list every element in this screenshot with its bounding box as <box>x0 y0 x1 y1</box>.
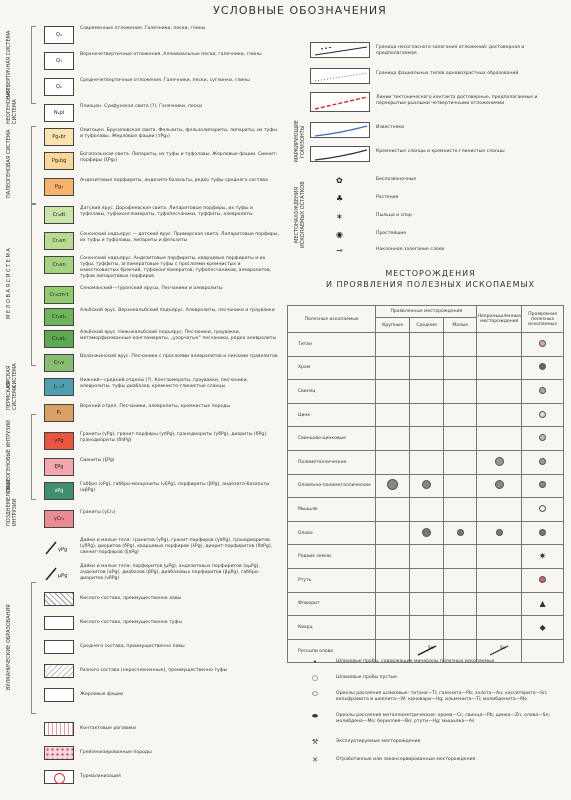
legend-text: Турмалинизация <box>80 774 121 779</box>
sample-empty-icon: ○ <box>311 674 319 682</box>
legend-text: Среднего состава, преимущественно лавы <box>80 644 185 649</box>
legend-swatch: γPg <box>44 432 74 450</box>
legend-item <box>310 42 570 58</box>
tourmaline-swatch <box>44 770 74 784</box>
table-row <box>288 498 564 522</box>
group-jurassic: ЮРСКАЯ СИСТЕМА <box>6 363 18 388</box>
legend-item <box>44 616 280 634</box>
occurrence-symbol <box>539 387 546 394</box>
legend-text: Альбский ярус. Верхнеальбский подъярус. Алевролиты, песчаники и граувакки <box>80 308 275 313</box>
legend-item <box>44 564 280 586</box>
legend-swatch: Cr₂cm-t <box>44 286 74 304</box>
group-neogene: НЕОГЕНОВАЯ СИСТЕМА <box>6 88 18 124</box>
group-bracket <box>31 26 36 104</box>
mineral-name: Олово <box>288 521 376 545</box>
legend-text: Сенонский надъярус — датский ярус. Приморская свита. Липаритовые порфиры, их туфы и туфолавы, липариты и фельзиты <box>80 232 279 243</box>
legend-text: Шлиховые пробы, содержащие минералы полезных ископаемых <box>336 659 495 664</box>
legend-item <box>300 690 565 710</box>
dyke-symbol <box>44 564 74 584</box>
legend-text: Верхнечетвертичные отложения. Аллювиальные пески, галечники, глины <box>80 52 262 57</box>
legend-item <box>310 146 570 162</box>
legend-text: Валанжинский ярус. Песчаники с прослоями алевролитов и линзами гравелитов <box>80 354 278 359</box>
legend-text: Альбский ярус. Нижнеальбский подъярус. Песчаники, граувакки, метаморфизованные конгломераты, „узорчатые“ песчаники, редко алевролиты <box>80 330 277 341</box>
legend-text: Андезитовые порфириты, андезито-базальты, редко туфы среднего состава <box>80 178 268 183</box>
legend-text: Разного состава (нерасчлененные), преимущественно туфы <box>80 668 228 673</box>
header-small: Малые <box>444 318 477 333</box>
deposit-medium-symbol <box>422 528 431 537</box>
deposit-medium-symbol <box>422 480 431 489</box>
legend-text: Кремнистые сланцы и кремнисто-глинистые сланцы <box>376 149 505 154</box>
legend-item <box>44 592 280 610</box>
volcanic-swatch <box>44 616 74 630</box>
fluorite-icon: ▲ <box>539 599 546 609</box>
header-nonindustrial: Непромышленные месторождения <box>477 306 522 333</box>
occurrence-symbol <box>539 505 546 512</box>
legend-item <box>44 26 280 44</box>
legend-text: Наклонное залегание слоев <box>376 247 445 252</box>
legend-item <box>310 92 570 112</box>
halo-schlich-icon: ⬭ <box>312 690 318 698</box>
legend-item <box>44 746 280 764</box>
legend-text: Известняки <box>376 125 405 130</box>
page-title: УСЛОВНЫЕ ОБОЗНАЧЕНИЯ <box>213 4 387 17</box>
legend-swatch: Cr₁v <box>44 354 74 372</box>
header-occurrences: Проявления полезных ископаемых <box>522 306 564 333</box>
volcanic-swatch <box>44 688 74 702</box>
legend-item <box>44 330 280 348</box>
legend-text: Контактовые роговики <box>80 726 136 731</box>
legend-item <box>44 482 280 500</box>
legend-text: Современные отложения. Галечники, пески, глины <box>80 26 206 31</box>
legend-item <box>44 78 280 96</box>
group-permian: ПЕРМСКАЯ СИСТЕМА <box>6 381 18 410</box>
legend-swatch: Cr₂sn <box>44 256 74 274</box>
legend-swatch: Cr₁al₁ <box>44 330 74 348</box>
mineral-name: Полиметаллические <box>288 450 376 474</box>
mineral-name: Россыпи олова <box>288 639 376 663</box>
mineral-name: Хром <box>288 356 376 380</box>
quartz-icon: ◆ <box>539 622 546 632</box>
occurrence-symbol <box>539 576 546 583</box>
legend-item <box>44 688 280 706</box>
legend-swatch: γCr₂ <box>44 510 74 528</box>
legend-text: Простейшие <box>376 231 407 236</box>
greisen-swatch <box>44 746 74 760</box>
group-bracket <box>31 414 36 500</box>
table-row <box>288 545 564 569</box>
table-row <box>288 356 564 380</box>
deposits-title-line: И ПРОЯВЛЕНИЯ ПОЛЕЗНЫХ ИСКОПАЕМЫХ <box>325 280 536 289</box>
legend-text: Богопольская свита. Липариты, их туфы и туфолавы. Жерловые фации. Сиенит-порфиры (ξPg₁) <box>80 152 278 163</box>
dip-icon: ⊸ <box>336 246 343 255</box>
mine-active-icon: ⚒ <box>311 738 319 746</box>
legend-swatch: νPg <box>44 482 74 500</box>
mineral-name: Мышьяк <box>288 498 376 522</box>
legend-item <box>300 674 565 686</box>
group-horizons: МАРКИРУЮЩИЕ ГОРИЗОНТЫ <box>294 120 306 162</box>
legend-item <box>44 378 280 396</box>
limestone-symbol <box>310 122 370 138</box>
occurrence-symbol <box>539 411 546 418</box>
legend-text: Ореолы рассеяния шлиховые: титана—Ti; галенита—Pb; золота—Au; касситерита—Sn; вольфрамита и шеелита—W; киновари—Hg; ильменита—Ti; молибденита—Mo <box>336 691 548 702</box>
tectonic-contact-symbol <box>310 92 370 112</box>
table-row <box>288 380 564 404</box>
mineral-name: Титан <box>288 333 376 357</box>
legend-item <box>310 192 570 208</box>
legend-text: Кислого состава, преимущественно лавы <box>80 596 182 601</box>
table-row <box>288 450 564 474</box>
legend-text: Шлиховые пробы пустые <box>336 675 398 680</box>
table-row <box>288 592 564 616</box>
mineral-name: Кварц <box>288 616 376 640</box>
nonindustrial-symbol <box>495 457 504 466</box>
legend-text: Ореолы рассеяния металлометрические: хрома—Cr; свинца—Pb; цинка—Zn; олова—Sn; молибдена—Mo; бериллия—Be; ртути—Hg; мышьяка—As <box>336 713 551 724</box>
legend-item <box>310 210 570 226</box>
volcanic-swatch <box>44 592 74 606</box>
placer-symbol <box>416 643 438 657</box>
legend-item <box>44 128 280 146</box>
dyke-symbol <box>44 538 74 558</box>
legend-text: Грейзенизированные породы <box>80 750 152 755</box>
legend-text: Дайки и малые тела: гранитов (γPg), гранит-порфиров (γπPg), гранодиоритов (γδPg), диоритов (δPg), кварцевых порфиров (λPg), диорит-порфиритов (δπPg), сиенит-порфиров (ξπPg) <box>80 538 273 555</box>
unconformity-symbol <box>310 42 370 58</box>
legend-text: Беспозвоночные <box>376 177 417 182</box>
legend-text: Датский ярус. Дорофеевская свита. Липаритовые порфиры, их туфы и туфолавы, туфоконгломераты, туфопесчаники, туффиты, алевролиты <box>80 206 253 217</box>
table-row <box>288 616 564 640</box>
legend-text: Линии тектонического контакта достоверные, предполагаемые и перекрытые рыхлыми четвертичными отложениями <box>376 95 538 106</box>
legend-swatch: Q₃ <box>44 52 74 70</box>
legend-text: Сеноманский—туронский ярусы. Песчаники и алевролиты <box>80 286 223 291</box>
group-late-cretaceous-intrusions: ПОЗДНЕМЕЛОВЫЕ ИНТРУЗИИ <box>6 478 18 526</box>
legend-swatch: J₁₋₂? <box>44 378 74 396</box>
mineral-name: Ртуть <box>288 568 376 592</box>
group-bracket <box>31 582 36 714</box>
legend-text: Габбро (νPg), габбро-монцониты (νξPg), порфириты (βPg), андезито-базальты (αβPg) <box>80 482 270 493</box>
legend-item <box>44 178 280 196</box>
legend-swatch: Q₂ <box>44 78 74 96</box>
svg-text:γPg: γPg <box>58 547 68 553</box>
halo-metallometric-icon: ⬬ <box>312 712 318 720</box>
sample-positive-icon: • <box>312 658 318 666</box>
legend-text: Жерловые фации <box>80 692 123 697</box>
mineral-name: Флюорит <box>288 592 376 616</box>
legend-item <box>44 664 280 682</box>
rare-earth-icon: ✷ <box>538 551 547 562</box>
svg-text:μPg: μPg <box>58 573 68 579</box>
mineral-name: Свинец <box>288 380 376 404</box>
occurrence-symbol <box>539 529 546 536</box>
occurrence-symbol <box>539 340 546 347</box>
deposits-title-line: МЕСТОРОЖДЕНИЯ <box>385 269 476 278</box>
legend-text: Эксплуатируемые месторождения <box>336 739 421 744</box>
legend-item <box>44 458 280 476</box>
header-deposits: Проявленные месторождения <box>376 306 477 318</box>
legend-text: Нижний—средний отделы (?). Конгломераты, граувакки, песчаники, алевролиты, туфы диабазов, кремнисто-глинистые сланцы <box>80 378 248 389</box>
table-header-row <box>288 306 564 318</box>
legend-item <box>44 432 280 450</box>
legend-text: Сиениты (ξPg) <box>80 458 115 463</box>
group-paleogene: ПАЛЕОГЕНОВАЯ СИСТЕМА <box>6 129 12 199</box>
occurrence-symbol <box>539 481 546 488</box>
siliceous-shale-symbol <box>310 146 370 162</box>
legend-item <box>310 122 570 138</box>
header-large: Крупные <box>376 318 410 333</box>
nonindustrial-symbol <box>496 529 503 536</box>
mineral-name: Редкие земли <box>288 545 376 569</box>
table-row <box>288 403 564 427</box>
legend-item <box>44 510 280 528</box>
legend-text: Плиоцен. Суифунская свита (?). Галечники, пески <box>80 104 202 109</box>
legend-text: Среднечетвертичные отложения. Галечники, пески, суглинки, глины <box>80 78 250 83</box>
legend-item <box>44 104 280 122</box>
facies-boundary-symbol <box>310 68 370 84</box>
deposits-table <box>287 305 564 663</box>
table-row <box>288 521 564 545</box>
table-row <box>288 427 564 451</box>
legend-text: Олигоцен. Брусиловская свита. Фельзиты, фельзолипариты, липариты, их туфы и туфолавы. Жерловые фации (τPg₃) <box>80 128 277 139</box>
legend-item <box>300 712 565 732</box>
legend-item <box>44 206 280 224</box>
header-medium: Средние <box>410 318 444 333</box>
mineral-name: Оловянно-полиметаллические <box>288 474 376 498</box>
legend-item <box>44 256 280 279</box>
legend-text: Дайки и малые тела: порфиритов (μPg), андезитовых порфиритов (αμPg), андезитов (αPg), диабазов (βPg), диабазовых порфиритов (βμPg), габбро-диоритов (νδPg) <box>80 564 260 581</box>
mineral-name: Свинцово-цинковые <box>288 427 376 451</box>
legend-swatch: Cr₂sn <box>44 232 74 250</box>
hornfels-swatch <box>44 722 74 736</box>
table-row <box>288 568 564 592</box>
deposits-title <box>290 268 571 290</box>
svg-text:Sn: Sn <box>500 645 506 651</box>
legend-swatch: Cr₂dt <box>44 206 74 224</box>
legend-text: Граниты (γPg), гранит-порфиры (γπPg), гранодиориты (γδPg), диориты (δPg), гранодиориты (δπPg) <box>80 432 268 443</box>
mine-closed-icon: ✕ <box>312 756 318 764</box>
legend-swatch: Cr₁al₃ <box>44 308 74 326</box>
legend-text: Пыльца и спор <box>376 213 412 218</box>
stratigraphic-legend <box>0 22 280 800</box>
nonindustrial-symbol <box>495 480 504 489</box>
legend-item <box>310 174 570 190</box>
legend-text: Верхний отдел. Песчаники, алевролиты, кремнистые породы <box>80 404 230 409</box>
legend-swatch: ξPg <box>44 458 74 476</box>
deposit-small-symbol <box>457 529 464 536</box>
legend-item <box>44 152 280 170</box>
legend-item <box>44 232 280 250</box>
legend-item <box>44 308 280 326</box>
legend-swatch: N₂pl <box>44 104 74 122</box>
legend-item <box>300 756 565 768</box>
occurrence-symbol <box>539 363 546 370</box>
legend-item <box>44 640 280 658</box>
legend-item <box>310 228 570 244</box>
legend-swatch: Pg₁bg <box>44 152 74 170</box>
legend-item <box>300 738 565 750</box>
header-minerals: Полезные ископаемые <box>288 306 376 333</box>
legend-swatch: P₂ <box>44 404 74 422</box>
invertebrates-icon: ✿ <box>336 176 343 185</box>
legend-item <box>44 354 280 372</box>
group-bracket <box>31 126 36 204</box>
group-bracket <box>31 204 36 366</box>
group-fossils: МЕСТОНАХОЖДЕНИЯ ИСКОПАЕМЫХ ОСТАТКОВ <box>294 181 306 249</box>
legend-item <box>310 244 570 260</box>
plant-icon: ♣ <box>336 194 344 203</box>
legend-text: Отработанные или законсервированные месторождения <box>336 757 476 762</box>
volcanic-swatch <box>44 664 74 678</box>
legend-swatch: Q₄ <box>44 26 74 44</box>
legend-item <box>44 404 280 422</box>
deposit-large-symbol <box>387 479 398 490</box>
group-cretaceous: М Е Л О В А Я С И С Т Е М А <box>6 248 12 320</box>
svg-text:Sn: Sn <box>427 645 433 651</box>
pollen-icon: ∗ <box>336 212 343 221</box>
legend-item <box>44 722 280 740</box>
placer-symbol <box>488 643 510 657</box>
legend-swatch: Pg₁ <box>44 178 74 196</box>
table-row <box>288 474 564 498</box>
legend-item <box>44 286 280 304</box>
occurrence-symbol <box>539 434 546 441</box>
protozoa-icon: ◉ <box>336 230 343 239</box>
legend-text: Граница несогласного залегания отложений: достоверная и предполагаемая <box>376 45 525 56</box>
legend-item <box>44 52 280 70</box>
mineral-name: Цинк <box>288 403 376 427</box>
occurrence-symbol <box>539 458 546 465</box>
legend-item <box>300 658 565 670</box>
legend-text: Кислого состава, преимущественно туфы <box>80 620 183 625</box>
volcanic-swatch <box>44 640 74 654</box>
legend-text: Граница фациальных типов одновозрастных образований <box>376 71 519 76</box>
legend-text: Граниты (γCr₂) <box>80 510 116 515</box>
legend-text: Сенонский надъярус. Андезитовые порфириты, кварцевые порфириты и их туфы, туффиты, агломератовые туфы с прослоями кремнистых и известковистых брекчий, туфоконгломератов, туфопесчаников, алевролитов, туфов липаритовых порфиров <box>80 256 272 279</box>
table-row <box>288 333 564 357</box>
legend-item <box>310 68 570 84</box>
legend-item <box>44 538 280 560</box>
group-paleogene-intrusions: ПАЛЕОГЕНОВЫЕ ИНТРУЗИИ <box>6 420 12 492</box>
group-volcanic: ВУЛКАНИЧЕСКИЕ ОБРАЗОВАНИЯ <box>6 604 12 690</box>
legend-item <box>44 770 280 788</box>
legend-text: Растения <box>376 195 399 200</box>
group-quaternary: ЧЕТВЕРТИЧНАЯ СИСТЕМА <box>6 30 12 98</box>
legend-swatch: Pg₃br <box>44 128 74 146</box>
